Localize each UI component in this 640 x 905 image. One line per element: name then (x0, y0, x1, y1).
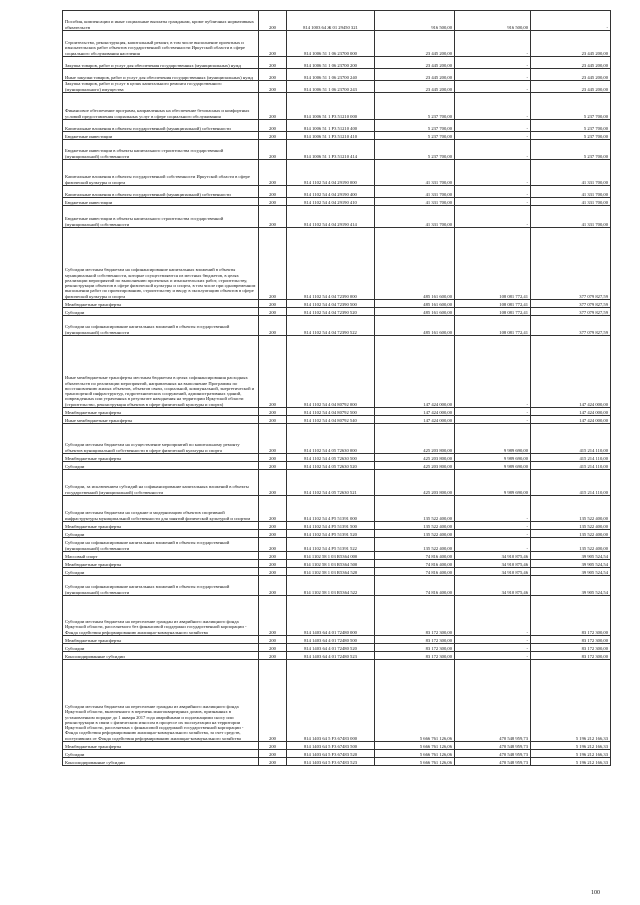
row-code-cell: 200 (259, 424, 287, 454)
row-executed-cell: - (455, 120, 531, 132)
row-remaining-cell: 377 079 827,59 (531, 300, 611, 308)
row-approved-cell: 916 500,00 (375, 11, 455, 31)
row-remaining-cell: 5 196 212 166,33 (531, 758, 611, 766)
row-approved-cell: 485 161 600,00 (375, 300, 455, 308)
row-remaining-cell: 415 214 110,00 (531, 462, 611, 470)
row-kbk-cell: 814 1102 54 4 05 72630 500 (287, 454, 375, 462)
table-row (63, 132, 611, 140)
row-name-cell: Капитальные вложения в объекты государственной (муниципальной) собственности (63, 186, 259, 198)
row-kbk-cell: 814 1102 54 4 04 72390 522 (287, 316, 375, 336)
table-row (63, 750, 611, 758)
row-name-cell: Субсидии (63, 750, 259, 758)
row-name-cell: Межбюджетные трансферты (63, 742, 259, 750)
row-executed-cell: 470 548 959,73 (455, 758, 531, 766)
table-row (63, 11, 611, 31)
row-remaining-cell: 5 196 212 166,33 (531, 750, 611, 758)
row-remaining-cell: 23 445 200,00 (531, 69, 611, 81)
row-executed-cell: 916 500,00 (455, 11, 531, 31)
row-name-cell: Субсидии (63, 462, 259, 470)
row-kbk-cell: 814 1006 51 1 P3 51210 000 (287, 93, 375, 120)
row-code-cell: 200 (259, 93, 287, 120)
row-name-cell: Межбюджетные трансферты (63, 454, 259, 462)
row-executed-cell: - (455, 132, 531, 140)
table-row (63, 57, 611, 69)
row-code-cell: 200 (259, 496, 287, 522)
row-name-cell: Закупка товаров, работ и услуг для обеспечения государственных (муниципальных) нужд (63, 57, 259, 69)
row-executed-cell: - (455, 652, 531, 660)
row-approved-cell: 425 203 800,00 (375, 470, 455, 496)
row-remaining-cell: 23 445 200,00 (531, 57, 611, 69)
row-remaining-cell: 23 445 200,00 (531, 31, 611, 57)
row-remaining-cell: 41 331 700,00 (531, 198, 611, 206)
row-approved-cell: 5 666 761 126,06 (375, 660, 455, 742)
row-code-cell: 200 (259, 31, 287, 57)
row-name-cell: Субсидии (63, 644, 259, 652)
row-kbk-cell: 814 1102 54 4 05 72630 521 (287, 470, 375, 496)
row-name-cell: Бюджетные инвестиции в объекты капитального строительства государственной (муниципальной) собственности (63, 206, 259, 228)
row-remaining-cell: 135 522 400,00 (531, 530, 611, 538)
row-code-cell: 200 (259, 416, 287, 424)
row-remaining-cell: 135 522 400,00 (531, 496, 611, 522)
row-code-cell: 200 (259, 644, 287, 652)
budget-table-sheet (62, 10, 610, 766)
row-executed-cell: - (455, 530, 531, 538)
row-kbk-cell: 814 1102 58 1 03 R5364 520 (287, 568, 375, 576)
row-remaining-cell: 5 237 700,00 (531, 132, 611, 140)
row-name-cell: Строительство, реконструкция, капитальный ремонт, в том числе выполнение проектных и изыскательских работ объектов государственной собственности Иркутской области в сфере социального обслуживания населения (63, 31, 259, 57)
row-executed-cell: - (455, 408, 531, 416)
row-approved-cell: 5 237 700,00 (375, 120, 455, 132)
row-code-cell: 200 (259, 596, 287, 636)
row-kbk-cell: 814 1006 51 1 06 23700 240 (287, 69, 375, 81)
row-approved-cell: 5 666 761 126,06 (375, 750, 455, 758)
row-approved-cell: 5 666 761 126,06 (375, 742, 455, 750)
row-code-cell: 200 (259, 308, 287, 316)
row-code-cell: 200 (259, 206, 287, 228)
row-executed-cell: 470 548 959,73 (455, 742, 531, 750)
row-executed-cell: - (455, 336, 531, 408)
row-approved-cell: 425 203 800,00 (375, 454, 455, 462)
row-remaining-cell: 415 214 110,00 (531, 454, 611, 462)
row-remaining-cell: 135 522 400,00 (531, 522, 611, 530)
row-executed-cell: 108 081 772,41 (455, 228, 531, 300)
row-remaining-cell: 147 424 000,00 (531, 336, 611, 408)
row-kbk-cell: 814 1003 64 Ж 01 29450 321 (287, 11, 375, 31)
row-approved-cell: 41 331 700,00 (375, 160, 455, 186)
row-name-cell: Субсидии (63, 530, 259, 538)
table-row (63, 228, 611, 300)
row-kbk-cell: 814 1403 64 4 01 72480 000 (287, 596, 375, 636)
row-executed-cell: - (455, 596, 531, 636)
row-remaining-cell: 83 172 300,00 (531, 652, 611, 660)
row-approved-cell: 147 424 000,00 (375, 336, 455, 408)
row-approved-cell: 74 816 400,00 (375, 560, 455, 568)
row-remaining-cell: 377 079 827,59 (531, 308, 611, 316)
row-remaining-cell: 147 424 000,00 (531, 416, 611, 424)
table-row (63, 470, 611, 496)
row-kbk-cell: 814 1403 64 5 F3 67483 520 (287, 750, 375, 758)
row-code-cell: 200 (259, 552, 287, 560)
row-executed-cell: 9 989 690,00 (455, 462, 531, 470)
row-executed-cell: - (455, 160, 531, 186)
budget-table-body (63, 11, 611, 766)
row-approved-cell: 23 445 200,00 (375, 57, 455, 69)
row-executed-cell: 108 081 772,41 (455, 300, 531, 308)
row-name-cell: Субсидии местным бюджетам на переселение граждан из аварийного жилищного фонда Иркутской области, расселяемого без финансовой поддержки государственной корпорации - Фонда содействия реформированию жилищно-коммунального хозяйства (63, 596, 259, 636)
table-row (63, 538, 611, 552)
table-row (63, 336, 611, 408)
row-approved-cell: 135 522 400,00 (375, 530, 455, 538)
row-kbk-cell: 814 1403 64 5 F3 67483 000 (287, 660, 375, 742)
table-row (63, 416, 611, 424)
table-row (63, 530, 611, 538)
row-name-cell: Иные закупки товаров, работ и услуг для обеспечения государственных (муниципальных) нужд (63, 69, 259, 81)
row-approved-cell: 425 203 800,00 (375, 462, 455, 470)
row-code-cell: 200 (259, 568, 287, 576)
row-executed-cell: 108 081 772,41 (455, 316, 531, 336)
budget-table (62, 10, 611, 766)
row-kbk-cell: 814 1006 51 1 06 23700 000 (287, 31, 375, 57)
row-approved-cell: 485 161 600,00 (375, 308, 455, 316)
row-code-cell: 200 (259, 300, 287, 308)
row-kbk-cell: 814 1102 54 4 04 29190 410 (287, 198, 375, 206)
row-remaining-cell: 5 196 212 166,33 (531, 660, 611, 742)
row-kbk-cell: 814 1102 54 4 04 72390 000 (287, 228, 375, 300)
row-approved-cell: 425 203 800,00 (375, 424, 455, 454)
row-approved-cell: 5 237 700,00 (375, 93, 455, 120)
row-code-cell: 200 (259, 652, 287, 660)
row-remaining-cell: 415 214 110,00 (531, 470, 611, 496)
row-name-cell: Капитальные вложения в объекты государственной собственности Иркутской области в сфере физической культуры и спорта (63, 160, 259, 186)
row-kbk-cell: 814 1102 54 4 P5 51391 000 (287, 496, 375, 522)
table-row (63, 316, 611, 336)
row-name-cell: Массовый спорт (63, 552, 259, 560)
row-code-cell: 200 (259, 636, 287, 644)
row-kbk-cell: 814 1403 64 4 01 72480 500 (287, 636, 375, 644)
row-approved-cell: 74 816 400,00 (375, 568, 455, 576)
row-name-cell: Субсидии местным бюджетам на переселение граждан из аварийного жилищного фонда Иркутской области, включенного в перечень многоквартирных домов, признанных в установленном порядке до 1 января 2017 года аварийными и подлежащими сносу или реконструкции в связи с физическим износом в процессе их эксплуатации на территории Иркутской области, расселяемых с финансовой поддержкой государственной корпорации - Фонда содействия реформированию жилищно-коммунального хозяйства, за счет средств, поступивших от Фонда содействия реформированию жилищно-коммунального хозяйства (63, 660, 259, 742)
row-executed-cell: 34 910 875,46 (455, 560, 531, 568)
table-row (63, 576, 611, 596)
row-code-cell: 200 (259, 454, 287, 462)
row-name-cell: Межбюджетные трансферты (63, 300, 259, 308)
row-kbk-cell: 814 1102 58 1 03 R5364 522 (287, 576, 375, 596)
row-code-cell: 200 (259, 750, 287, 758)
table-row (63, 596, 611, 636)
row-executed-cell: 9 989 690,00 (455, 424, 531, 454)
row-code-cell: 200 (259, 186, 287, 198)
table-row (63, 93, 611, 120)
row-code-cell: 200 (259, 758, 287, 766)
row-kbk-cell: 814 1006 51 1 P3 51210 410 (287, 132, 375, 140)
row-approved-cell: 5 237 700,00 (375, 132, 455, 140)
row-remaining-cell: 5 237 700,00 (531, 93, 611, 120)
table-row (63, 496, 611, 522)
row-name-cell: Закупка товаров, работ и услуг в целях капитального ремонта государственного (муниципального) имущества (63, 81, 259, 93)
row-approved-cell: 135 522 400,00 (375, 496, 455, 522)
row-executed-cell: - (455, 198, 531, 206)
row-code-cell: 200 (259, 408, 287, 416)
row-executed-cell: - (455, 522, 531, 530)
row-executed-cell: - (455, 69, 531, 81)
row-kbk-cell: 814 1102 54 4 04 80792 500 (287, 408, 375, 416)
row-remaining-cell: 135 522 400,00 (531, 538, 611, 552)
table-row (63, 462, 611, 470)
row-kbk-cell: 814 1102 54 4 P5 51391 520 (287, 530, 375, 538)
table-row (63, 644, 611, 652)
row-remaining-cell: 39 905 524,54 (531, 576, 611, 596)
row-kbk-cell: 814 1403 64 4 01 72480 523 (287, 652, 375, 660)
row-executed-cell: - (455, 186, 531, 198)
row-kbk-cell: 814 1403 64 4 01 72480 520 (287, 644, 375, 652)
row-code-cell: 200 (259, 560, 287, 568)
row-executed-cell: - (455, 416, 531, 424)
row-kbk-cell: 814 1102 54 4 05 72630 000 (287, 424, 375, 454)
row-approved-cell: 41 331 700,00 (375, 186, 455, 198)
row-kbk-cell: 814 1102 54 4 04 72390 500 (287, 300, 375, 308)
row-executed-cell: 34 910 875,46 (455, 552, 531, 560)
table-row (63, 560, 611, 568)
row-remaining-cell: 39 905 524,54 (531, 568, 611, 576)
table-row (63, 660, 611, 742)
row-remaining-cell: 41 331 700,00 (531, 206, 611, 228)
row-remaining-cell: 147 424 000,00 (531, 408, 611, 416)
row-executed-cell: - (455, 93, 531, 120)
table-row (63, 742, 611, 750)
row-approved-cell: 23 445 200,00 (375, 81, 455, 93)
table-row (63, 308, 611, 316)
row-approved-cell: 83 172 300,00 (375, 652, 455, 660)
table-row (63, 206, 611, 228)
row-approved-cell: 83 172 300,00 (375, 636, 455, 644)
row-executed-cell: - (455, 644, 531, 652)
row-name-cell: Субсидии местным бюджетам на создание и модернизацию объектов спортивной инфраструктуры муниципальной собственности для занятий физической культурой и спортом (63, 496, 259, 522)
row-code-cell: 200 (259, 228, 287, 300)
row-code-cell: 200 (259, 336, 287, 408)
row-remaining-cell: 5 196 212 166,33 (531, 742, 611, 750)
row-code-cell: 200 (259, 132, 287, 140)
table-row (63, 522, 611, 530)
row-approved-cell: 23 445 200,00 (375, 69, 455, 81)
row-name-cell: Бюджетные инвестиции (63, 132, 259, 140)
row-executed-cell: - (455, 496, 531, 522)
row-approved-cell: 41 331 700,00 (375, 206, 455, 228)
row-executed-cell: - (455, 81, 531, 93)
row-executed-cell: - (455, 57, 531, 69)
row-kbk-cell: 814 1403 64 5 F3 67483 523 (287, 758, 375, 766)
row-code-cell: 200 (259, 120, 287, 132)
table-row (63, 652, 611, 660)
row-name-cell: Субсидии местным бюджетам на софинансирование капитальных вложений в объекты муниципальной собственности, которые осуществляются из местных бюджетов, в целях реализации мероприятий по выполнению проектных и изыскательских работ, строительству, реконструкции объектов в сфере физической культуры и спорта, в том числе при одновременном выполнении работ по проектированию, строительству и вводу в эксплуатацию объектов в сфере физической культуры и спорта (63, 228, 259, 300)
row-approved-cell: 135 522 400,00 (375, 522, 455, 530)
row-code-cell: 200 (259, 198, 287, 206)
row-code-cell: 200 (259, 316, 287, 336)
table-row (63, 31, 611, 57)
row-approved-cell: 485 161 600,00 (375, 228, 455, 300)
row-kbk-cell: 814 1102 54 4 05 72630 520 (287, 462, 375, 470)
row-kbk-cell: 814 1006 51 1 P3 51210 400 (287, 120, 375, 132)
row-approved-cell: 147 424 000,00 (375, 416, 455, 424)
table-row (63, 300, 611, 308)
table-row (63, 636, 611, 644)
table-row (63, 408, 611, 416)
row-code-cell: 200 (259, 57, 287, 69)
row-approved-cell: 23 445 200,00 (375, 31, 455, 57)
row-approved-cell: 485 161 600,00 (375, 316, 455, 336)
row-code-cell: 200 (259, 522, 287, 530)
row-approved-cell: 74 816 400,00 (375, 552, 455, 560)
row-kbk-cell: 814 1006 51 1 06 23700 243 (287, 81, 375, 93)
row-executed-cell: 34 910 875,46 (455, 568, 531, 576)
row-remaining-cell: 377 079 827,59 (531, 316, 611, 336)
row-kbk-cell: 814 1403 64 5 F3 67483 500 (287, 742, 375, 750)
row-name-cell: Межбюджетные трансферты (63, 408, 259, 416)
table-row (63, 140, 611, 160)
row-name-cell: Консолидированные субсидии (63, 652, 259, 660)
row-name-cell: Межбюджетные трансферты (63, 560, 259, 568)
row-name-cell: Межбюджетные трансферты (63, 522, 259, 530)
row-name-cell: Субсидии (63, 568, 259, 576)
row-name-cell: Субсидии на софинансирование капитальных вложений в объекты государственной (муниципальной) собственности (63, 316, 259, 336)
row-name-cell: Капитальные вложения в объекты государственной (муниципальной) собственности (63, 120, 259, 132)
row-name-cell: Бюджетные инвестиции (63, 198, 259, 206)
row-name-cell: Субсидии (63, 308, 259, 316)
table-row (63, 568, 611, 576)
table-row (63, 198, 611, 206)
row-kbk-cell: 814 1102 54 4 P5 51391 522 (287, 538, 375, 552)
row-kbk-cell: 814 1102 54 4 04 29190 400 (287, 186, 375, 198)
row-executed-cell: 34 910 875,46 (455, 576, 531, 596)
row-kbk-cell: 814 1102 58 1 03 R5364 000 (287, 552, 375, 560)
table-row (63, 424, 611, 454)
row-remaining-cell: 23 445 200,00 (531, 81, 611, 93)
row-remaining-cell: 83 172 300,00 (531, 636, 611, 644)
row-remaining-cell: 83 172 300,00 (531, 596, 611, 636)
row-code-cell: 200 (259, 81, 287, 93)
page-number: 100 (591, 890, 600, 896)
row-executed-cell: 9 989 690,00 (455, 470, 531, 496)
row-code-cell: 200 (259, 530, 287, 538)
row-remaining-cell: - (531, 11, 611, 31)
row-remaining-cell: 41 331 700,00 (531, 160, 611, 186)
row-name-cell: Субсидии, за исключением субсидий на софинансирование капитальных вложений в объекты государственной (муниципальной) собственности (63, 470, 259, 496)
row-remaining-cell: 39 905 524,54 (531, 552, 611, 560)
row-code-cell: 200 (259, 160, 287, 186)
row-kbk-cell: 814 1102 54 4 04 29190 414 (287, 206, 375, 228)
row-approved-cell: 5 666 761 126,06 (375, 758, 455, 766)
row-name-cell: Иные межбюджетные трансферты (63, 416, 259, 424)
row-code-cell: 200 (259, 576, 287, 596)
row-kbk-cell: 814 1102 58 1 03 R5364 500 (287, 560, 375, 568)
row-name-cell: Субсидии местным бюджетам на осуществление мероприятий по капитальному ремонту объектов муниципальной собственности в сфере физической культуры и спорта (63, 424, 259, 454)
row-name-cell: Пособия, компенсации и иные социальные выплаты гражданам, кроме публичных нормативных обязательств (63, 11, 259, 31)
row-remaining-cell: 5 237 700,00 (531, 140, 611, 160)
row-code-cell: 200 (259, 140, 287, 160)
row-remaining-cell: 39 905 524,54 (531, 560, 611, 568)
table-row (63, 160, 611, 186)
row-code-cell: 200 (259, 69, 287, 81)
row-executed-cell: - (455, 206, 531, 228)
table-row (63, 552, 611, 560)
row-remaining-cell: 41 331 700,00 (531, 186, 611, 198)
row-kbk-cell: 814 1102 54 4 04 80792 000 (287, 336, 375, 408)
row-kbk-cell: 814 1102 54 4 P5 51391 500 (287, 522, 375, 530)
row-remaining-cell: 377 079 827,59 (531, 228, 611, 300)
row-name-cell: Субсидии на софинансирование капитальных вложений в объекты государственной (муниципальной) собственности (63, 538, 259, 552)
row-remaining-cell: 5 237 700,00 (531, 120, 611, 132)
row-code-cell: 200 (259, 660, 287, 742)
row-executed-cell: - (455, 31, 531, 57)
row-executed-cell: 470 548 959,73 (455, 750, 531, 758)
row-approved-cell: 135 522 400,00 (375, 538, 455, 552)
row-code-cell: 200 (259, 742, 287, 750)
row-code-cell: 200 (259, 470, 287, 496)
row-name-cell: Финансовое обеспечение программ, направленных на обеспечение безопасных и комфортных условий предоставления социальных услуг в сфере социального обслуживания (63, 93, 259, 120)
row-kbk-cell: 814 1102 54 4 04 72390 520 (287, 308, 375, 316)
row-code-cell: 200 (259, 11, 287, 31)
row-executed-cell: - (455, 140, 531, 160)
row-kbk-cell: 814 1102 54 4 04 29190 000 (287, 160, 375, 186)
row-approved-cell: 83 172 300,00 (375, 644, 455, 652)
row-approved-cell: 41 331 700,00 (375, 198, 455, 206)
row-code-cell: 200 (259, 538, 287, 552)
row-remaining-cell: 415 214 110,00 (531, 424, 611, 454)
table-row (63, 454, 611, 462)
row-kbk-cell: 814 1102 54 4 04 80792 540 (287, 416, 375, 424)
row-kbk-cell: 814 1006 51 1 06 23700 200 (287, 57, 375, 69)
row-name-cell: Консолидированные субсидии (63, 758, 259, 766)
row-executed-cell: - (455, 636, 531, 644)
row-name-cell: Межбюджетные трансферты (63, 636, 259, 644)
table-row (63, 81, 611, 93)
row-executed-cell: 9 989 690,00 (455, 454, 531, 462)
row-name-cell: Иные межбюджетные трансферты местным бюджетам в целях софинансирования расходных обязательств по реализации мероприятий, направленных на выполнение Программы по восстановлению жилых объектов, объектов связи, социальной, коммунальной, энергетической и транспортной инфраструктур, гидротехнических сооружений, административных зданий, поврежденных или утраченных в результате наводнения на территории Иркутской области (строительство, реконструкция объектов в сфере физической культуры и спорта) (63, 336, 259, 408)
row-kbk-cell: 814 1006 51 1 P3 51210 414 (287, 140, 375, 160)
row-executed-cell: 470 548 959,73 (455, 660, 531, 742)
row-approved-cell: 83 172 300,00 (375, 596, 455, 636)
table-row (63, 758, 611, 766)
table-row (63, 69, 611, 81)
row-approved-cell: 74 816 400,00 (375, 576, 455, 596)
row-approved-cell: 147 424 000,00 (375, 408, 455, 416)
row-name-cell: Субсидии на софинансирование капитальных вложений в объекты государственной (муниципальной) собственности (63, 576, 259, 596)
table-row (63, 120, 611, 132)
row-executed-cell: 108 081 772,41 (455, 308, 531, 316)
row-name-cell: Бюджетные инвестиции в объекты капитального строительства государственной (муниципальной) собственности (63, 140, 259, 160)
row-executed-cell: - (455, 538, 531, 552)
row-code-cell: 200 (259, 462, 287, 470)
row-approved-cell: 5 237 700,00 (375, 140, 455, 160)
row-remaining-cell: 83 172 300,00 (531, 644, 611, 652)
table-row (63, 186, 611, 198)
